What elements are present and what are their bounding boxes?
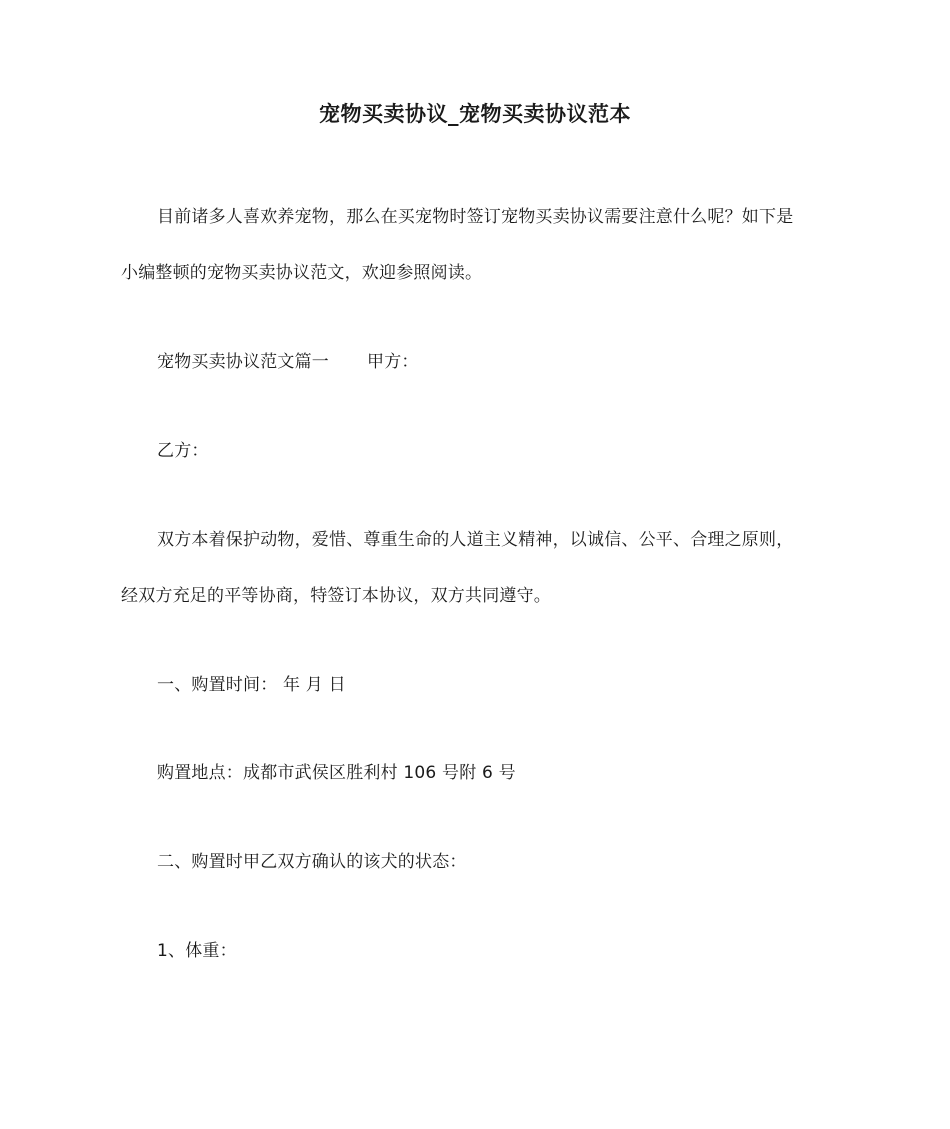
document-title: 宠物买卖协议_宠物买卖协议范本 — [319, 102, 631, 126]
intro-paragraph-line-2: 小编整顿的宠物买卖协议范文，欢迎参照阅读。 — [121, 263, 483, 283]
principle-paragraph-line-1: 双方本着保护动物，爱惜、尊重生命的人道主义精神，以诚信、公平、合理之原则， — [157, 530, 794, 550]
section-heading-line — [157, 348, 419, 376]
weight-line: 1、体重： — [157, 941, 237, 961]
party-a-label: 甲方： — [367, 352, 419, 372]
party-b-label: 乙方： — [157, 441, 209, 461]
purchase-place-line: 购置地点：成都市武侯区胜利村 106 号附 6 号 — [157, 763, 516, 783]
section-heading: 宠物买卖协议范文篇一 — [157, 352, 329, 372]
principle-paragraph-line-2: 经双方充足的平等协商，特签订本协议，双方共同遵守。 — [121, 586, 551, 606]
dog-status-heading: 二、购置时甲乙双方确认的该犬的状态： — [157, 852, 467, 872]
purchase-time-line: 一、购置时间： 年 月 日 — [157, 675, 346, 695]
intro-paragraph-line-1: 目前诸多人喜欢养宠物，那么在买宠物时签订宠物买卖协议需要注意什么呢？如下是 — [157, 207, 794, 227]
